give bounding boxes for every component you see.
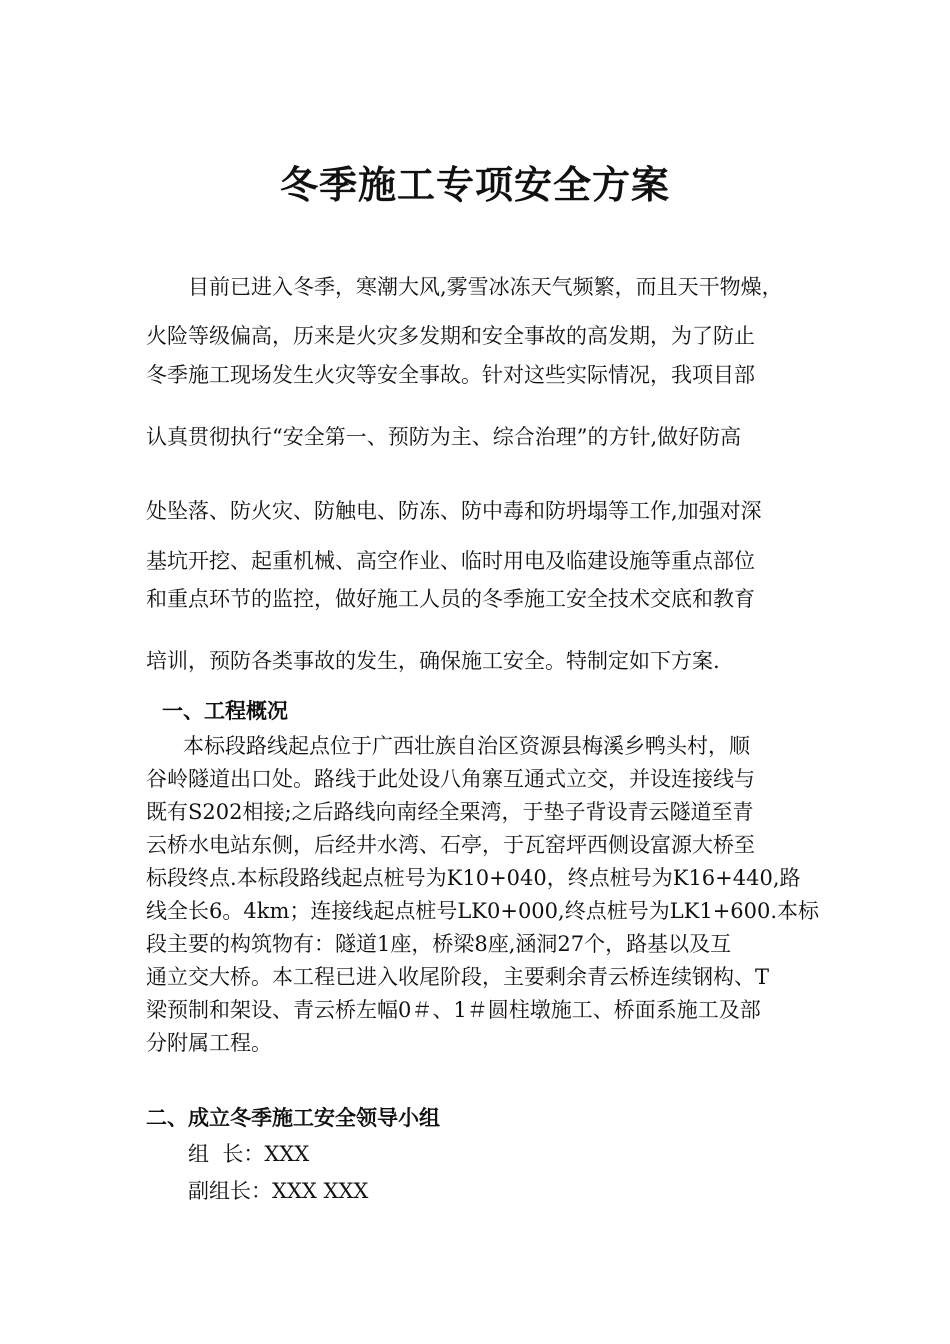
intro-line: 处坠落、防火灾、防触电、防冻、防中毒和防坍塌等工作,加强对深: [146, 499, 762, 523]
overview-line: 云桥水电站东侧，后经井水湾、石亭，于瓦窑坪西侧设富源大桥至: [146, 833, 755, 857]
overview-line: 通立交大桥。本工程已进入收尾阶段，主要剩余青云桥连续钢构、T: [146, 965, 770, 989]
intro-line: 目前已进入冬季，寒潮大风,雾雪冰冻天气频繁，而且天干物燥，: [188, 275, 783, 299]
section-heading-overview: 一、工程概况: [162, 698, 288, 723]
intro-line: 培训，预防各类事故的发生，确保施工安全。特制定如下方案.: [146, 649, 720, 673]
overview-line: 分附属工程。: [146, 1031, 272, 1055]
overview-line: 标段终点.本标段路线起点桩号为K10+040，终点桩号为K16+440,路: [146, 866, 801, 890]
overview-line: 既有S202相接;之后路线向南经全栗湾，于垫子背设青云隧道至青: [146, 800, 754, 824]
intro-line: 冬季施工现场发生火灾等安全事故。针对这些实际情况，我项目部: [146, 363, 755, 387]
intro-line: 火险等级偏高，历来是火灾多发期和安全事故的高发期，为了防止: [146, 324, 755, 348]
overview-line: 梁预制和架设、青云桥左幅0＃、1＃圆柱墩施工、桥面系施工及部: [146, 998, 761, 1022]
roster-deputy: 副组长：XXX XXX: [188, 1179, 369, 1203]
overview-line: 谷岭隧道出口处。路线于此处设八角寨互通式立交，并设连接线与: [146, 767, 755, 791]
intro-line: 认真贯彻执行“安全第一、预防为主、综合治理”的方针,做好防高: [146, 425, 742, 449]
section-heading-leadership: 二、成立冬季施工安全领导小组: [146, 1105, 440, 1130]
intro-line: 和重点环节的监控，做好施工人员的冬季施工安全技术交底和教育: [146, 587, 755, 611]
overview-line: 线全长6。4km；连接线起点桩号LK0+000,终点桩号为LK1+600.本标: [146, 899, 820, 923]
document-title: 冬季施工专项安全方案: [279, 162, 670, 207]
intro-line: 基坑开挖、起重机械、高空作业、临时用电及临建设施等重点部位: [146, 549, 755, 573]
roster-leader: 组 长：XXX: [188, 1142, 310, 1166]
overview-line: 段主要的构筑物有：隧道1座，桥梁8座,涵洞27个，路基以及互: [146, 932, 732, 956]
overview-line: 本标段路线起点位于广西壮族自治区资源县梅溪乡鸭头村，顺: [183, 734, 750, 758]
